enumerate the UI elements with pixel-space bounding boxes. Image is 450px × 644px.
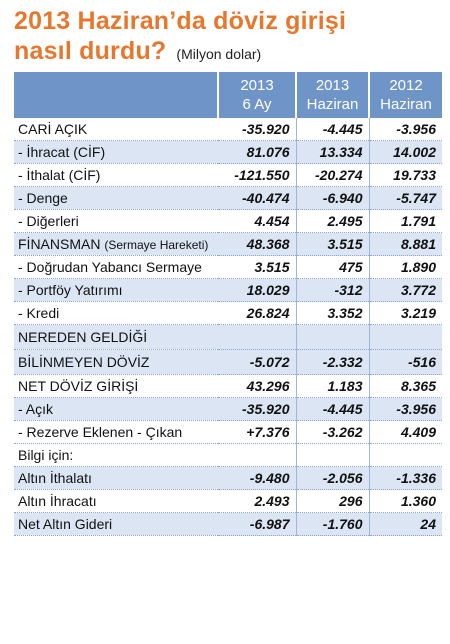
value-2013-6ay: 4.454 bbox=[218, 210, 296, 233]
row-label: Net Altın Gideri bbox=[14, 513, 218, 536]
value-2013-6ay: 18.029 bbox=[218, 279, 296, 302]
row-label: - Diğerleri bbox=[14, 210, 218, 233]
value-2012-haziran: 4.409 bbox=[369, 421, 442, 444]
table-row bbox=[14, 421, 442, 444]
value-2013-haziran: 1.183 bbox=[296, 375, 369, 398]
header-blank bbox=[14, 72, 218, 118]
row-label: NET DÖVİZ GİRİŞİ bbox=[14, 375, 218, 398]
row-label: Altın İhracatı bbox=[14, 490, 218, 513]
row-label: - Kredi bbox=[14, 302, 218, 325]
table-row bbox=[14, 444, 442, 467]
table-row bbox=[14, 279, 442, 302]
value-2012-haziran: 19.733 bbox=[369, 164, 442, 187]
value-2013-6ay: -121.550 bbox=[218, 164, 296, 187]
title-line-2: nasıl durdu? bbox=[14, 37, 167, 65]
table-row bbox=[14, 210, 442, 233]
value-2013-haziran: 3.352 bbox=[296, 302, 369, 325]
table-row bbox=[14, 375, 442, 398]
subtitle-unit: (Milyon dolar) bbox=[176, 46, 262, 62]
currency-inflow-table bbox=[14, 72, 442, 536]
value-2012-haziran: 1.791 bbox=[369, 210, 442, 233]
table-row bbox=[14, 118, 442, 141]
row-label: - Rezerve Eklenen - Çıkan bbox=[14, 421, 218, 444]
header-row bbox=[14, 72, 442, 118]
table-row bbox=[14, 467, 442, 490]
value-2013-6ay: -9.480 bbox=[218, 467, 296, 490]
value-2013-6ay: 48.368 bbox=[218, 233, 296, 256]
value-2013-haziran: 13.334 bbox=[296, 141, 369, 164]
value-2013-6ay: 3.515 bbox=[218, 256, 296, 279]
value-2012-haziran: -1.336 bbox=[369, 467, 442, 490]
table-row bbox=[14, 233, 442, 256]
value-2013-haziran: -3.262 bbox=[296, 421, 369, 444]
table-row bbox=[14, 325, 442, 350]
value-2012-haziran: -516 bbox=[369, 350, 442, 375]
value-2013-6ay: -5.072 bbox=[218, 350, 296, 375]
value-2013-haziran: -20.274 bbox=[296, 164, 369, 187]
value-2013-haziran: -4.445 bbox=[296, 398, 369, 421]
value-2013-6ay: -6.987 bbox=[218, 513, 296, 536]
table-row bbox=[14, 302, 442, 325]
row-label: FİNANSMAN bbox=[18, 236, 101, 252]
value-2012-haziran: -3.956 bbox=[369, 398, 442, 421]
table-row bbox=[14, 256, 442, 279]
row-label: CARİ AÇIK bbox=[14, 118, 218, 141]
value-2013-haziran: -4.445 bbox=[296, 118, 369, 141]
table-row bbox=[14, 164, 442, 187]
value-2013-6ay bbox=[218, 444, 296, 467]
row-label-finansman bbox=[14, 233, 218, 256]
value-2012-haziran: -3.956 bbox=[369, 118, 442, 141]
value-2013-6ay: 26.824 bbox=[218, 302, 296, 325]
title-line-2-row bbox=[14, 36, 442, 66]
row-label: BİLİNMEYEN DÖVİZ bbox=[14, 350, 218, 375]
table-row bbox=[14, 187, 442, 210]
value-2013-6ay: +7.376 bbox=[218, 421, 296, 444]
row-label: - Denge bbox=[14, 187, 218, 210]
value-2012-haziran: 8.365 bbox=[369, 375, 442, 398]
value-2013-6ay bbox=[218, 325, 296, 350]
value-2012-haziran: 8.881 bbox=[369, 233, 442, 256]
value-2013-haziran bbox=[296, 444, 369, 467]
table-row bbox=[14, 513, 442, 536]
value-2012-haziran: 24 bbox=[369, 513, 442, 536]
value-2013-haziran: -312 bbox=[296, 279, 369, 302]
value-2013-haziran: -6.940 bbox=[296, 187, 369, 210]
header-col-2: 2013 Haziran bbox=[296, 72, 369, 118]
value-2012-haziran: 1.890 bbox=[369, 256, 442, 279]
table-row bbox=[14, 141, 442, 164]
value-2013-haziran: 2.495 bbox=[296, 210, 369, 233]
row-label: - Doğrudan Yabancı Sermaye bbox=[14, 256, 218, 279]
value-2013-haziran: 3.515 bbox=[296, 233, 369, 256]
row-label: - Portföy Yatırımı bbox=[14, 279, 218, 302]
value-2012-haziran: 1.360 bbox=[369, 490, 442, 513]
row-label-suffix: (Sermaye Hareketi) bbox=[104, 238, 209, 252]
value-2012-haziran bbox=[369, 325, 442, 350]
value-2013-haziran: 296 bbox=[296, 490, 369, 513]
value-2013-haziran: -2.332 bbox=[296, 350, 369, 375]
value-2013-haziran: -1.760 bbox=[296, 513, 369, 536]
title-line-1: 2013 Haziran’da döviz girişi bbox=[14, 7, 347, 35]
value-2012-haziran: 14.002 bbox=[369, 141, 442, 164]
row-label: NEREDEN GELDİĞİ bbox=[14, 325, 218, 350]
row-label: Bilgi için: bbox=[14, 444, 218, 467]
row-label: Altın İthalatı bbox=[14, 467, 218, 490]
value-2013-haziran: -2.056 bbox=[296, 467, 369, 490]
row-label: - Açık bbox=[14, 398, 218, 421]
value-2013-6ay: -35.920 bbox=[218, 118, 296, 141]
value-2013-6ay: 43.296 bbox=[218, 375, 296, 398]
value-2013-haziran: 475 bbox=[296, 256, 369, 279]
table-row bbox=[14, 398, 442, 421]
value-2013-6ay: -35.920 bbox=[218, 398, 296, 421]
table-row bbox=[14, 350, 442, 375]
value-2013-haziran bbox=[296, 325, 369, 350]
row-label: - İthalat (CİF) bbox=[14, 164, 218, 187]
value-2013-6ay: 81.076 bbox=[218, 141, 296, 164]
header-col-3: 2012 Haziran bbox=[369, 72, 442, 118]
value-2013-6ay: -40.474 bbox=[218, 187, 296, 210]
value-2012-haziran: -5.747 bbox=[369, 187, 442, 210]
value-2013-6ay: 2.493 bbox=[218, 490, 296, 513]
value-2012-haziran: 3.219 bbox=[369, 302, 442, 325]
value-2012-haziran bbox=[369, 444, 442, 467]
row-label: - İhracat (CİF) bbox=[14, 141, 218, 164]
value-2012-haziran: 3.772 bbox=[369, 279, 442, 302]
header-col-1: 2013 6 Ay bbox=[218, 72, 296, 118]
table-row bbox=[14, 490, 442, 513]
